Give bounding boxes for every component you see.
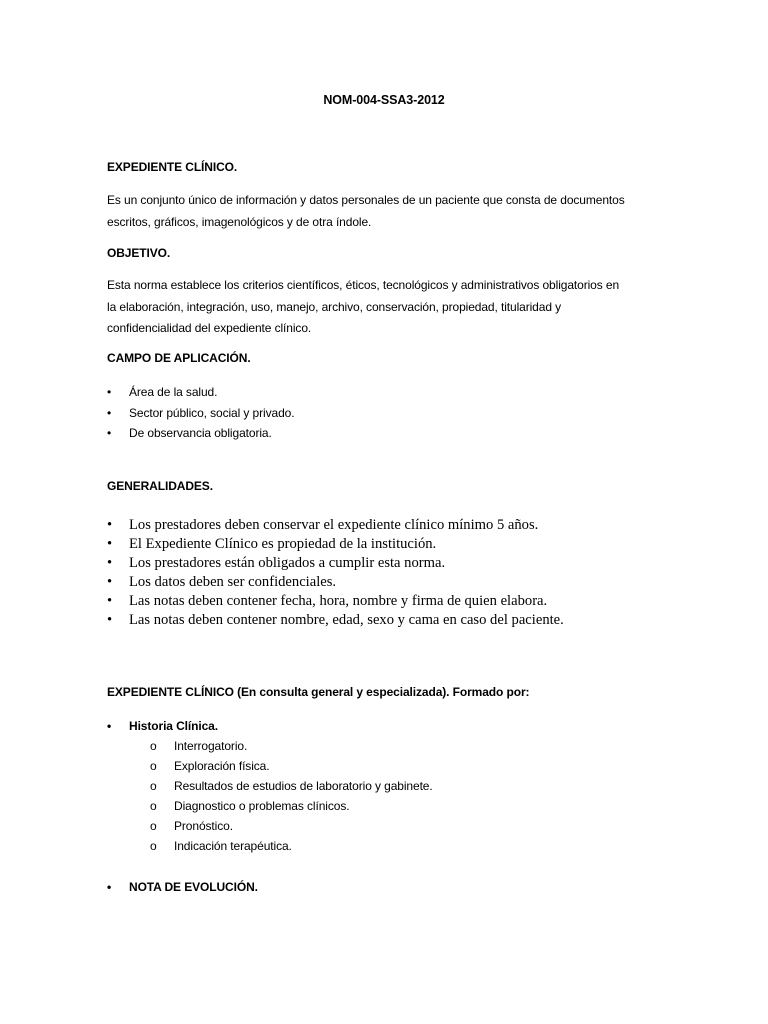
list-item: • De observancia obligatoria.: [107, 423, 294, 444]
heading-campo-aplicacion: CAMPO DE APLICACIÓN.: [107, 351, 251, 365]
circle-bullet-icon: o: [150, 839, 157, 853]
bullet-icon: •: [107, 426, 112, 440]
list-item: • Sector público, social y privado.: [107, 403, 294, 424]
list-item: • El Expediente Clínico es propiedad de la institución.: [107, 536, 437, 552]
list-item: • Las notas deben contener fecha, hora, nombre y firma de quien elabora.: [107, 593, 548, 609]
list-item: • Los datos deben ser confidenciales.: [107, 574, 337, 590]
sublist-item: o Pronóstico.: [150, 816, 433, 836]
paragraph-definition: [107, 190, 667, 233]
sublist-item: o Exploración física.: [150, 756, 433, 776]
heading-objetivo: OBJETIVO.: [107, 246, 171, 260]
list-historia-clinica: [107, 716, 218, 737]
list-item: • Los prestadores deben conservar el expediente clínico mínimo 5 años.: [107, 517, 539, 533]
sublist-item: o Indicación terapéutica.: [150, 836, 433, 856]
bullet-icon: •: [107, 719, 112, 733]
list-nota-evolucion: [107, 877, 258, 898]
bullet-icon: •: [107, 385, 112, 399]
bullet-icon: •: [107, 555, 113, 571]
bullet-icon: •: [107, 593, 113, 609]
bullet-icon: •: [107, 612, 113, 628]
circle-bullet-icon: o: [150, 779, 157, 793]
heading-generalidades: GENERALIDADES.: [107, 479, 213, 493]
circle-bullet-icon: o: [150, 819, 157, 833]
sublist-historia-clinica: [150, 736, 433, 856]
heading-expediente-clinico: EXPEDIENTE CLÍNICO.: [107, 160, 238, 174]
paragraph-objective: [107, 275, 667, 340]
bullet-icon: •: [107, 536, 113, 552]
list-item: • NOTA DE EVOLUCIÓN.: [107, 877, 258, 898]
sublist-item: o Diagnostico o problemas clínicos.: [150, 796, 433, 816]
list-item: • Área de la salud.: [107, 382, 294, 403]
sublist-item: o Resultados de estudios de laboratorio y gabinete.: [150, 776, 433, 796]
paragraph-line: escritos, gráficos, imagenológicos y de otra índole.: [107, 214, 372, 229]
circle-bullet-icon: o: [150, 759, 157, 773]
bullet-icon: •: [107, 574, 113, 590]
list-item: • Los prestadores están obligados a cumplir esta norma.: [107, 555, 446, 571]
circle-bullet-icon: o: [150, 799, 157, 813]
list-item: • Las notas deben contener nombre, edad, sexo y cama en caso del paciente.: [107, 612, 564, 628]
sublist-item: o Interrogatorio.: [150, 736, 433, 756]
bullet-icon: •: [107, 517, 113, 533]
paragraph-line: Esta norma establece los criterios científicos, éticos, tecnológicos y administrativos obligatorios en: [107, 278, 620, 292]
heading-expediente-consulta: EXPEDIENTE CLÍNICO (En consulta general y especializada). Formado por:: [107, 685, 530, 699]
bullet-icon: •: [107, 405, 112, 420]
circle-bullet-icon: o: [150, 739, 157, 753]
list-item: • Historia Clínica.: [107, 716, 218, 737]
list-campo-aplicacion: [107, 382, 294, 444]
list-generalidades: [107, 516, 564, 630]
paragraph-line: la elaboración, integración, uso, manejo, archivo, conservación, propiedad, titularidad y: [107, 299, 562, 314]
paragraph-line: Es un conjunto único de información y datos personales de un paciente que consta de documentos: [107, 193, 625, 207]
bullet-icon: •: [107, 880, 112, 894]
paragraph-line: confidencialidad del expediente clínico.: [107, 321, 312, 335]
document-title: NOM-004-SSA3-2012: [323, 93, 445, 107]
